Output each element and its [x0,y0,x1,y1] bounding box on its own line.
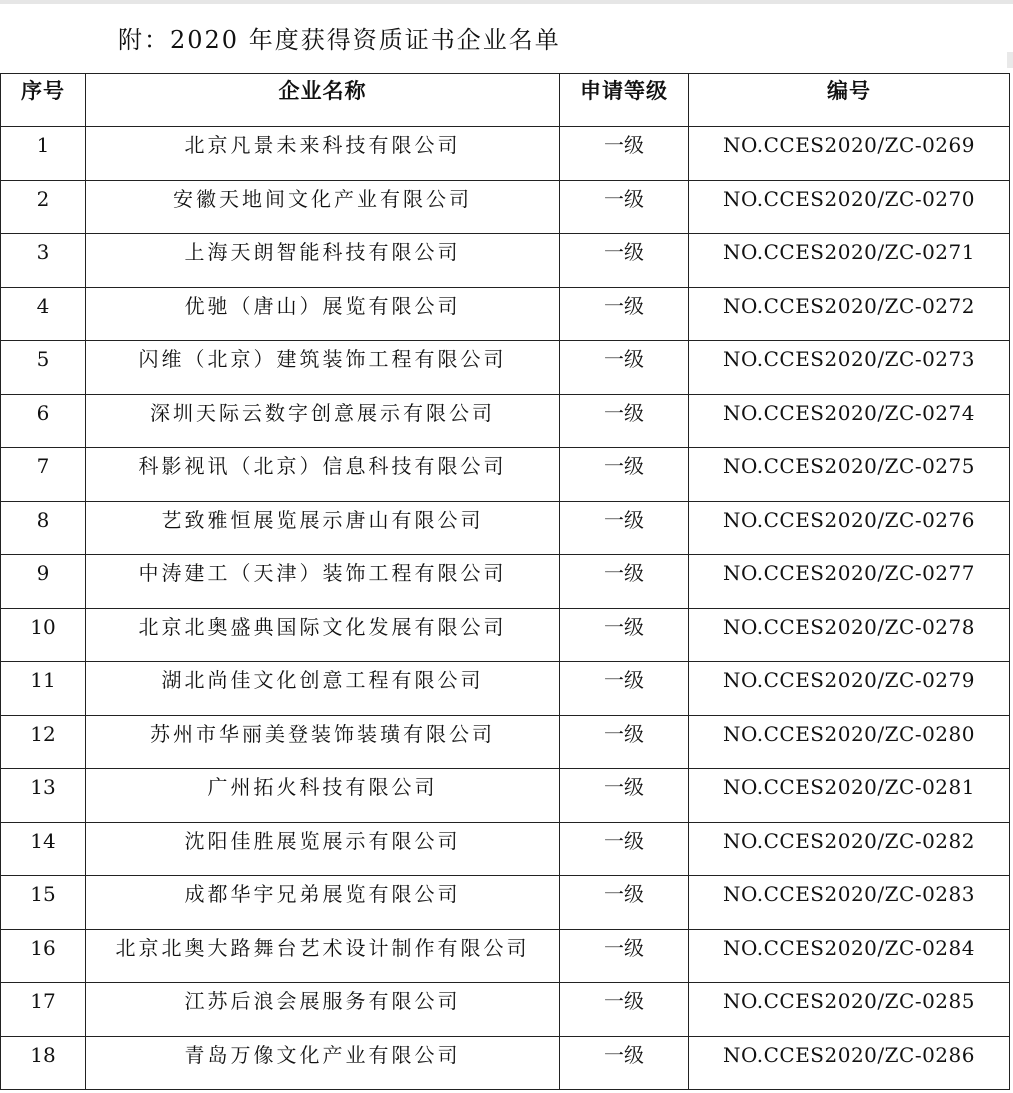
cell-company-name: 北京北奥大路舞台艺术设计制作有限公司 [86,929,560,983]
cell-seq: 4 [1,287,86,341]
cell-level: 一级 [560,983,689,1037]
table-body [1,127,1010,1090]
cell-company-name: 江苏后浪会展服务有限公司 [86,983,560,1037]
cell-company-name: 科影视讯（北京）信息科技有限公司 [86,448,560,502]
cell-company-name: 优驰（唐山）展览有限公司 [86,287,560,341]
cell-seq: 17 [1,983,86,1037]
table-row [1,180,1010,234]
cell-level: 一级 [560,394,689,448]
cell-level: 一级 [560,876,689,930]
cell-company-name: 青岛万像文化产业有限公司 [86,1036,560,1090]
cell-code: NO.CCES2020/ZC-0271 [689,234,1010,288]
cell-level: 一级 [560,127,689,181]
cell-code: NO.CCES2020/ZC-0278 [689,608,1010,662]
cell-seq: 3 [1,234,86,288]
cell-level: 一级 [560,448,689,502]
cell-seq: 18 [1,1036,86,1090]
cell-company-name: 北京北奥盛典国际文化发展有限公司 [86,608,560,662]
table-row [1,608,1010,662]
header-company-name: 企业名称 [86,74,560,127]
table-row [1,822,1010,876]
cell-code: NO.CCES2020/ZC-0277 [689,555,1010,609]
cell-code: NO.CCES2020/ZC-0286 [689,1036,1010,1090]
cell-code: NO.CCES2020/ZC-0283 [689,876,1010,930]
table-row [1,555,1010,609]
cell-code: NO.CCES2020/ZC-0273 [689,341,1010,395]
cell-level: 一级 [560,608,689,662]
cell-seq: 13 [1,769,86,823]
cell-company-name: 安徽天地间文化产业有限公司 [86,180,560,234]
cell-code: NO.CCES2020/ZC-0280 [689,715,1010,769]
table-row [1,501,1010,555]
header-seq: 序号 [1,74,86,127]
table-row [1,929,1010,983]
cell-code: NO.CCES2020/ZC-0279 [689,662,1010,716]
cell-seq: 2 [1,180,86,234]
cell-company-name: 深圳天际云数字创意展示有限公司 [86,394,560,448]
cell-code: NO.CCES2020/ZC-0275 [689,448,1010,502]
cell-seq: 1 [1,127,86,181]
cell-level: 一级 [560,555,689,609]
edge-mark [1007,52,1013,68]
document-title: 附：2020 年度获得资质证书企业名单 [118,26,561,54]
cell-company-name: 苏州市华丽美登装饰装璜有限公司 [86,715,560,769]
cell-code: NO.CCES2020/ZC-0282 [689,822,1010,876]
cell-level: 一级 [560,501,689,555]
table-row [1,341,1010,395]
table-row [1,287,1010,341]
cell-seq: 5 [1,341,86,395]
cell-level: 一级 [560,234,689,288]
cell-code: NO.CCES2020/ZC-0285 [689,983,1010,1037]
cell-seq: 11 [1,662,86,716]
cell-seq: 15 [1,876,86,930]
cell-company-name: 沈阳佳胜展览展示有限公司 [86,822,560,876]
cell-level: 一级 [560,822,689,876]
table-row [1,769,1010,823]
cell-level: 一级 [560,1036,689,1090]
table-row [1,448,1010,502]
cell-seq: 8 [1,501,86,555]
cell-company-name: 成都华宇兄弟展览有限公司 [86,876,560,930]
cell-company-name: 上海天朗智能科技有限公司 [86,234,560,288]
cell-company-name: 广州拓火科技有限公司 [86,769,560,823]
top-border-strip [0,0,1013,4]
cell-seq: 7 [1,448,86,502]
table-row [1,394,1010,448]
cell-company-name: 中涛建工（天津）装饰工程有限公司 [86,555,560,609]
certified-companies-table [0,73,1010,1090]
table-row [1,876,1010,930]
cell-code: NO.CCES2020/ZC-0270 [689,180,1010,234]
cell-level: 一级 [560,715,689,769]
table-header-row [1,74,1010,127]
cell-level: 一级 [560,769,689,823]
table-row [1,1036,1010,1090]
cell-level: 一级 [560,662,689,716]
cell-seq: 12 [1,715,86,769]
table-row [1,234,1010,288]
cell-company-name: 艺致雅恒展览展示唐山有限公司 [86,501,560,555]
cell-code: NO.CCES2020/ZC-0269 [689,127,1010,181]
cell-level: 一级 [560,287,689,341]
cell-code: NO.CCES2020/ZC-0276 [689,501,1010,555]
cell-level: 一级 [560,180,689,234]
table-row [1,983,1010,1037]
cell-seq: 9 [1,555,86,609]
cell-level: 一级 [560,341,689,395]
cell-code: NO.CCES2020/ZC-0274 [689,394,1010,448]
cell-seq: 14 [1,822,86,876]
cell-company-name: 闪维（北京）建筑装饰工程有限公司 [86,341,560,395]
table-row [1,715,1010,769]
cell-code: NO.CCES2020/ZC-0272 [689,287,1010,341]
cell-code: NO.CCES2020/ZC-0281 [689,769,1010,823]
header-level: 申请等级 [560,74,689,127]
header-code: 编号 [689,74,1010,127]
table-row [1,662,1010,716]
table-row [1,127,1010,181]
cell-level: 一级 [560,929,689,983]
cell-code: NO.CCES2020/ZC-0284 [689,929,1010,983]
cell-company-name: 北京凡景未来科技有限公司 [86,127,560,181]
cell-company-name: 湖北尚佳文化创意工程有限公司 [86,662,560,716]
cell-seq: 6 [1,394,86,448]
cell-seq: 16 [1,929,86,983]
cell-seq: 10 [1,608,86,662]
